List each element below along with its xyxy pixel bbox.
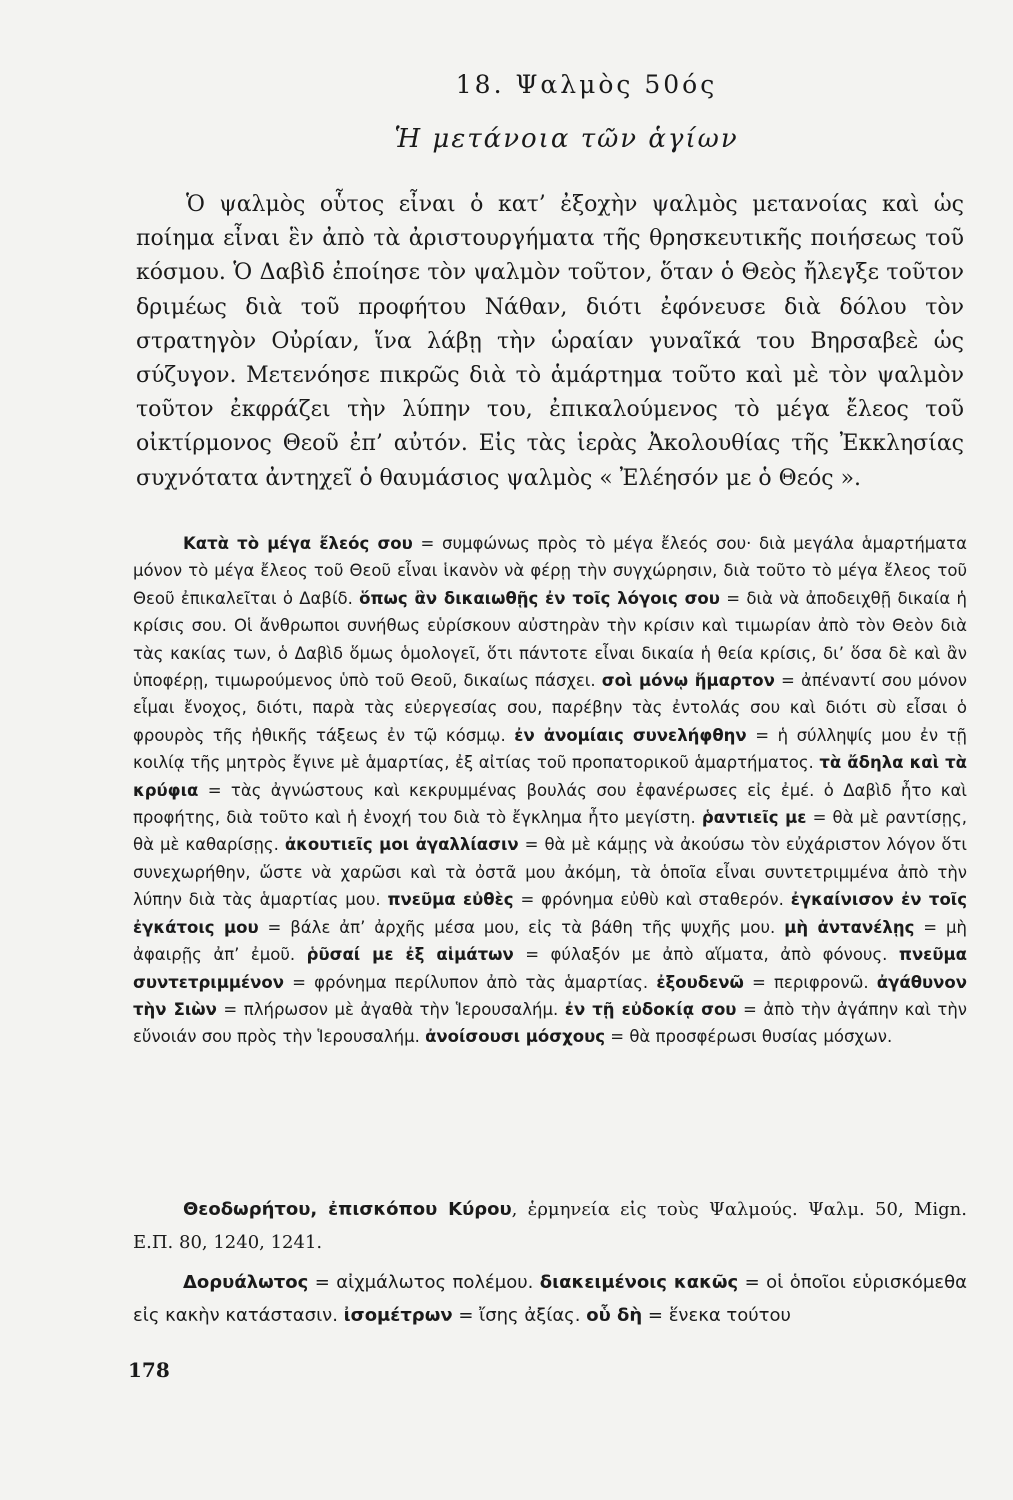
- note-def: = οἱ ὁποῖοι εὑρισκόμεθα εἰς κακὴν κατάστασιν.: [133, 1272, 967, 1326]
- note-def: = θὰ μὲ ραντίσῃς, θὰ μὲ καθαρίσῃς.: [133, 808, 967, 855]
- note-def: = ἀπέναντί σου μόνον εἶμαι ἔνοχος, διότι, παρὰ τὰς εὐεργεσίας σου, παρέβην τὰς ἐντολάς σου καὶ διότι σὺ εἶσαι ὁ φρουρὸς τῆς ἠθικῆς τάξεως ἐν τῷ κόσμῳ.: [133, 671, 967, 745]
- note-def: = φύλαξόν με ἀπὸ αἵματα, ἀπὸ φόνους.: [513, 945, 899, 965]
- note-term: ἀκουτιεῖς μοι ἀγαλλίασιν: [284, 835, 519, 855]
- note-term: πνεῦμα συντετριμμένον: [133, 945, 967, 992]
- note-term: ἐγκαίνισον ἐν τοῖς ἐγκάτοις μου: [133, 890, 967, 937]
- note-def: = ἴσης ἀξίας.: [452, 1305, 587, 1326]
- note-def: = ἕνεκα τούτου: [642, 1305, 791, 1326]
- psalm-subtitle: Ἡ μετάνοια τῶν ἁγίων: [394, 124, 739, 154]
- note-term: οὗ δὴ: [586, 1305, 643, 1326]
- note-def: = μὴ ἀφαιρῇς ἀπ’ ἐμοῦ.: [133, 917, 967, 965]
- note-term: πνεῦμα εὐθὲς: [387, 890, 514, 910]
- note-term: τὰ ἄδηλα καὶ τὰ κρύφια: [133, 753, 967, 800]
- page-number: 178: [128, 1358, 170, 1382]
- note-term: σοὶ μόνῳ ἥμαρτον: [601, 671, 775, 691]
- glossary-notes-2: [133, 1266, 967, 1332]
- note-term: ἐξουδενῶ: [656, 972, 744, 992]
- note-def: = ἡ σύλληψίς μου ἐν τῇ κοιλίᾳ τῆς μητρὸς ἔγινε μὲ ἁμαρτίας, ἐξ αἰτίας τοῦ προπατορικοῦ ἁμαρτήματος.: [133, 725, 967, 773]
- note-term: ὅπως ἂν δικαιωθῇς ἐν τοῖς λόγοις σου: [359, 588, 720, 608]
- note-def: = διὰ νὰ ἀποδειχθῇ δικαία ἡ κρίσις σου. Οἱ ἄνθρωποι συνήθως εὑρίσκουν αὐστηρὰν τὴν κρίσιν καὶ τιμωρίαν ἀπὸ τὸν Θεὸν διὰ τὰς κακίας των, ὁ Δαβὶδ ὅμως ὁμολογεῖ, ὅτι πάντοτε εἶναι δικαία ἡ θεία κρίσις, δι’ ὅσα δὲ καὶ ἂν ὑποφέρῃ, τιμωρούμενος ὑπὸ τοῦ Θεοῦ, δικαίως πάσχει.: [133, 588, 967, 691]
- note-def: = βάλε ἀπ’ ἀρχῆς μέσα μου, εἰς τὰ βάθη τῆς ψυχῆς μου.: [258, 917, 785, 937]
- note-def: = θὰ μὲ κάμῃς νὰ ἀκούσω τὸν εὐχάριστον λόγον ὅτι συνεχωρήθην, ὥστε νὰ χαρῶσι καὶ τὰ ὀστᾶ μου ἀκόμη, τὰ ὁποῖα εἶναι συντετριμμένα ἀπὸ τὴν λύπην διὰ τὰς ἁμαρτίας μου.: [133, 835, 967, 910]
- note-def: = συμφώνως πρὸς τὸ μέγα ἔλεός σου· διὰ μεγάλα ἁμαρτήματα μόνον τὸ μέγα ἔλεος τοῦ Θεοῦ εἶναι ἱκανὸν νὰ φέρῃ τὴν συγχώρησιν, διὰ τοῦτο τὸ μέγα ἔλεος τοῦ Θεοῦ ἐπικαλεῖται ὁ Δαβίδ.: [133, 534, 967, 608]
- note-term: ἐν τῇ εὐδοκίᾳ σου: [564, 999, 737, 1019]
- note-def: = φρόνημα εὐθὺ καὶ σταθερόν.: [513, 890, 791, 910]
- source-author: Θεοδωρήτου, ἐπισκόπου Κύρου: [183, 1199, 512, 1220]
- note-def: = πλήρωσον μὲ ἀγαθὰ τὴν Ἱερουσαλήμ.: [216, 999, 565, 1019]
- note-def: = τὰς ἀγνώστους καὶ κεκρυμμένας βουλάς σου ἐφανέρωσες εἰς ἐμέ. ὁ Δαβὶδ ἦτο καὶ προφήτης, διὰ τοῦτο καὶ ἡ ἐνοχή του διὰ τὸ ἔγκλημα ἦτο μεγίστη.: [133, 780, 967, 828]
- note-term: ἀγάθυνον τὴν Σιὼν: [133, 972, 967, 1019]
- note-def: = περιφρονῶ.: [743, 972, 877, 992]
- glossary-notes: [133, 530, 967, 1051]
- note-def: = θὰ προσφέρωσι θυσίας μόσχων.: [605, 1027, 893, 1047]
- note-def: = αἰχμάλωτος πολέμου.: [308, 1272, 540, 1293]
- source-text: , ἑρμηνεία εἰς τοὺς Ψαλμούς. Ψαλμ. 50, Mign. Ε.Π. 80, 1240, 1241.: [133, 1199, 967, 1253]
- note-term: ἐν ἀνομίαις συνελήφθην: [514, 725, 747, 745]
- note-term: Κατὰ τὸ μέγα ἔλεός σου: [183, 534, 413, 553]
- note-term: μὴ ἀντανέλῃς: [784, 917, 915, 937]
- intro-paragraph: [136, 188, 964, 496]
- note-term: ῥῦσαί με ἐξ αἱμάτων: [306, 945, 514, 965]
- psalm-title: 18. Ψαλμὸς 50ός: [455, 70, 718, 99]
- note-def: = φρόνημα περίλυπον ἀπὸ τὰς ἁμαρτίας.: [284, 972, 657, 992]
- note-term: ἀνοίσουσι μόσχους: [425, 1027, 605, 1047]
- note-term: Δορυάλωτος: [183, 1272, 309, 1293]
- intro-text: Ὁ ψαλμὸς οὗτος εἶναι ὁ κατ’ ἐξοχὴν ψαλμὸς μετανοίας καὶ ὡς ποίημα εἶναι ἓν ἀπὸ τὰ ἀριστουργήματα τῆς θρησκευτικῆς ποιήσεως τοῦ κόσμου. Ὁ Δαβὶδ ἐποίησε τὸν ψαλμὸν τοῦτον, ὅταν ὁ Θεὸς ἤλεγξε τοῦτον δριμέως διὰ τοῦ προφήτου Νάθαν, διότι ἐφόνευσε διὰ δόλου τὸν στρατηγὸν Οὐρίαν, ἵνα λάβῃ τὴν ὡραίαν γυναῖκά του Βηρσαβεὲ ὡς σύζυγον. Μετενόησε πικρῶς διὰ τὸ ἁμάρτημα τοῦτο καὶ μὲ τὸν ψαλμὸν τοῦτον ἐκφράζει τὴν λύπην του, ἐπικαλούμενος τὸ μέγα ἔλεος τοῦ οἰκτίρμονος Θεοῦ ἐπ’ αὐτόν. Εἰς τὰς ἱερὰς Ἀκολουθίας τῆς Ἐκκλησίας συχνότατα ἀντηχεῖ ὁ θαυμάσιος ψαλμὸς « Ἐλέησόν με ὁ Θεός ».: [136, 192, 964, 491]
- note-def: = ἀπὸ τὴν ἀγάπην καὶ τὴν εὔνοιάν σου πρὸς τὴν Ἱερουσαλήμ.: [133, 999, 968, 1047]
- note-term: ῥαντιεῖς με: [701, 808, 807, 828]
- note-term: ἰσομέτρων: [343, 1305, 453, 1326]
- source-citation: [133, 1193, 967, 1259]
- note-term: διακειμένοις κακῶς: [539, 1272, 739, 1293]
